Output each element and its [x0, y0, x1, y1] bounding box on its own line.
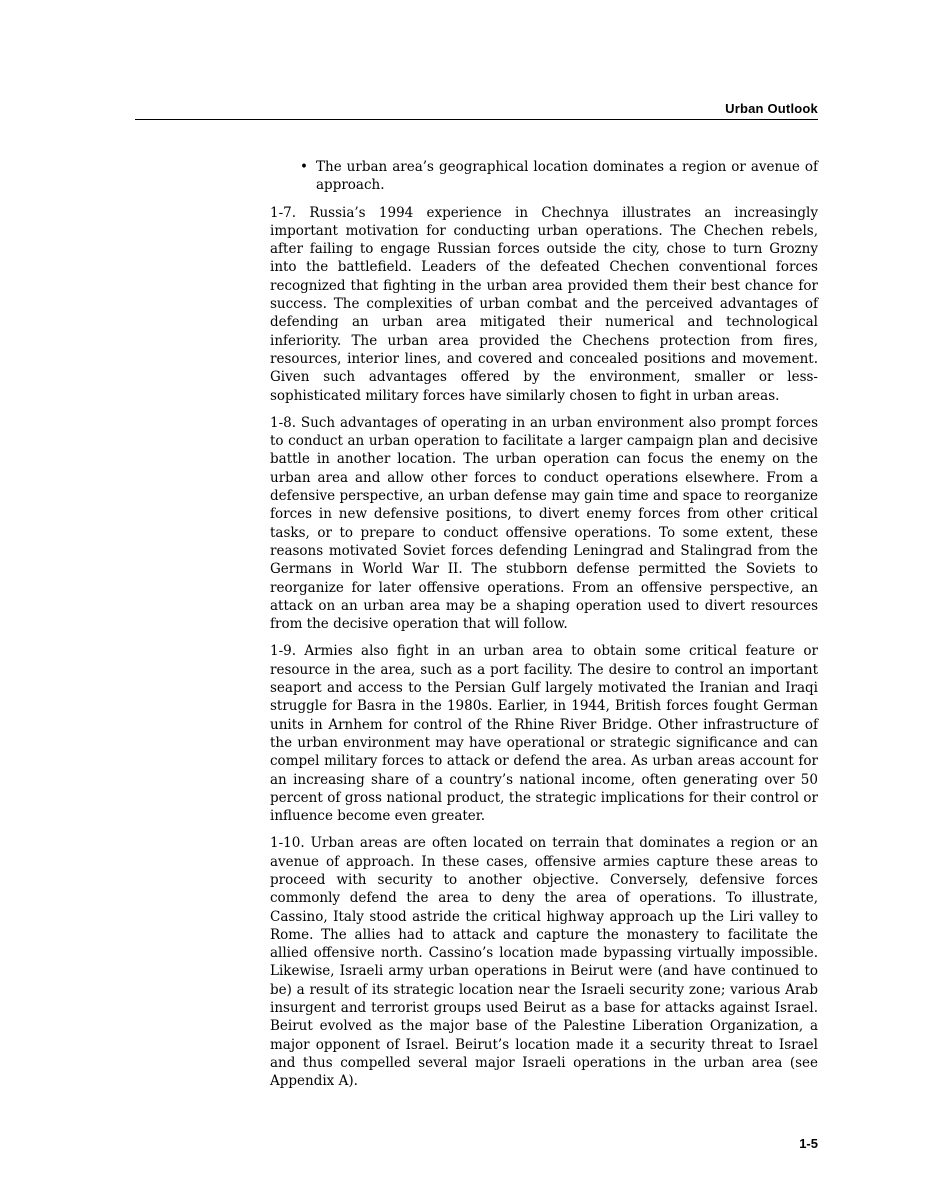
- page-header: [135, 98, 818, 120]
- page-footer: [799, 1136, 818, 1151]
- paragraph-1-10: [270, 834, 818, 1090]
- bullet-item: [270, 158, 818, 195]
- paragraph-text: Urban areas are often located on terrain that dominates a region or an avenue of approach. In these cases, offensive armies capture these areas to proceed with security to another objective. Conversely, defensive forces commonly defend the area to deny the area of operations. To illustrate, Cassino, Italy stood astride the critical highway approach up the Liri valley to Rome. The allies had to attack and capture the monastery to facilitate the allied offensive north. Cassino’s location made bypassing virtually impossible. Likewise, Israeli army urban operations in Beirut were (and have continued to be) a result of its strategic location near the Israeli security zone; various Arab insurgent and terrorist groups used Beirut as a base for attacks against Israel. Beirut evolved as the major base of the Palestine Liberation Organization, a major opponent of Israel. Beirut’s location made it a security threat to Israel and thus compelled several major Israeli operations in the urban area (see Appendix A).: [270, 835, 818, 1090]
- paragraph-number: 1-8.: [270, 414, 297, 431]
- paragraph-text: Such advantages of operating in an urban environment also prompt forces to conduct an urban operation to facilitate a larger campaign plan and decisive battle in another location. The urban operation can focus the enemy on the urban area and allow other forces to conduct operations elsewhere. From a defensive perspective, an urban defense may gain time and space to reorganize forces in new defensive positions, to divert enemy forces from other critical tasks, or to prepare to conduct offensive operations. To some extent, these reasons motivated Soviet forces defending Leningrad and Stalingrad from the Germans in World War II. The stubborn defense permitted the Soviets to reorganize for later offensive operations. From an offensive perspective, an attack on an urban area may be a shaping operation used to divert resources from the decisive operation that will follow.: [270, 414, 818, 633]
- bullet-text: The urban area’s geographical location dominates a region or avenue of approach.: [316, 159, 818, 194]
- paragraph-text: Russia’s 1994 experience in Chechnya illustrates an increasingly important motivation for conducting urban operations. The Chechen rebels, after failing to engage Russian forces outside the city, chose to turn Grozny into the battlefield. Leaders of the defeated Chechen conventional forces recognized that fighting in the urban area provided them their best chance for success. The complexities of urban combat and the perceived advantages of defending an urban area mitigated their numerical and technological inferiority. The urban area provided the Chechens protection from fires, resources, interior lines, and covered and concealed positions and movement. Given such advantages offered by the environment, smaller or less-sophisticated military forces have similarly chosen to fight in urban areas.: [270, 204, 818, 404]
- paragraph-1-9: [270, 642, 818, 825]
- paragraph-text: Armies also fight in an urban area to obtain some critical feature or resource in the area, such as a port facility. The desire to control an important seaport and access to the Persian Gulf largely motivated the Iranian and Iraqi struggle for Basra in the 1980s. Earlier, in 1944, British forces fought German units in Arnhem for control of the Rhine River Bridge. Other infrastructure of the urban environment may have operational or strategic significance and can compel military forces to attack or defend the area. As urban areas account for an increasing share of a country’s national income, often generating over 50 percent of gross national product, the strategic implications for their control or influence become even greater.: [270, 643, 818, 825]
- paragraph-1-8: [270, 414, 818, 634]
- header-title: Urban Outlook: [725, 101, 818, 116]
- bullet-icon: •: [300, 159, 308, 175]
- paragraph-number: 1-10.: [270, 835, 305, 852]
- paragraph-1-7: [270, 204, 818, 405]
- page-number: 1-5: [799, 1136, 818, 1151]
- paragraph-number: 1-9.: [270, 643, 297, 660]
- paragraph-number: 1-7.: [270, 204, 297, 221]
- page-content: [270, 158, 818, 1091]
